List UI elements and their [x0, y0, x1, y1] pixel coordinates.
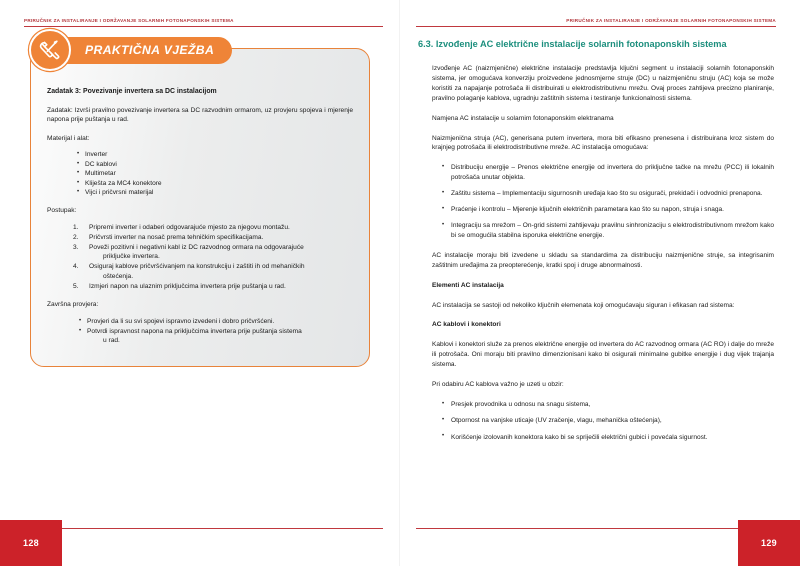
running-header-rule	[416, 26, 776, 27]
check-text-cont: u rad.	[103, 337, 120, 344]
practical-exercise-label: PRAKTIČNA VJEŽBA	[85, 43, 215, 57]
list-item: • Praćenje i kontrolu – Mjerenje ključnih električnih parametara kao što su napon, struja i snaga.	[442, 205, 774, 215]
elements-heading: Elementi AC instalacija	[432, 281, 504, 289]
list-item: • Korišćenje izolovanih konektora kako bi se spriječili električni gubici i povećala sigurnost.	[442, 433, 774, 443]
article-body	[416, 64, 784, 443]
list-item: • Multimetar	[47, 169, 353, 178]
list-item	[47, 282, 353, 292]
list-item: • Vijci i pričvrsni materijal	[47, 188, 353, 197]
footer-rule-right	[416, 528, 776, 529]
list-item: • Integraciju sa mrežom – On-grid sistemi zahtijevaju pravilnu sinhronizaciju s elektrodistributivnom mrežom kako bi se omogućila stabilna isporuka električne energije.	[442, 221, 774, 241]
final-check-label: Završna provjera:	[47, 301, 99, 309]
step-text-cont: priključke invertera.	[103, 253, 160, 261]
page-number-right: 129	[738, 520, 800, 566]
procedure-list	[47, 223, 353, 292]
elements-paragraph: AC instalacija se sastoji od nekoliko ključnih elemenata koji omogućavaju siguran i efikasan rad sistema:	[432, 301, 735, 309]
running-header-text: PRIRUČNIK ZA INSTALIRANJE I ODRŽAVANJE SOLARNIH FOTONAPONSKIH SISTEMA	[566, 18, 776, 23]
final-check-list	[47, 317, 353, 346]
list-item	[47, 233, 353, 243]
page-number-left: 128	[0, 520, 62, 566]
practical-exercise-card-wrapper	[30, 43, 370, 367]
running-header-right	[416, 17, 776, 31]
list-item	[47, 223, 353, 233]
list-item: • Otpornost na vanjske uticaje (UV zračenje, vlagu, mehanička oštećenja),	[442, 416, 774, 426]
materials-label: Materijal i alat:	[47, 134, 90, 142]
check-text: Provjeri da li su svi spojevi ispravno izvedeni i dobro pričvršćeni.	[87, 318, 275, 325]
purpose-bullet-list	[432, 163, 774, 240]
step-text: Pripremi inverter i odaberi odgovarajuće mjesto za njegovu montažu.	[89, 223, 290, 231]
materials-list	[47, 150, 353, 197]
cables-paragraph: Kablovi i konektori služe za prenos električne energije od invertera do AC razvodnog ormara (AC RO) i dalje do mreže ili potrošača. Oni moraju biti pravilno dimenzionisani kako bi osigurali minimalne gubitke energije i dug vijek trajanja sistema.	[432, 341, 774, 369]
tools-wrench-screwdriver-icon	[29, 29, 71, 71]
selection-paragraph: Pri odabiru AC kablova važno je uzeti u obzir:	[432, 381, 564, 389]
list-item: • Zaštitu sistema – Implementaciju sigurnosnih uređaja kao što su osigurači, prekidači i odvodnici prenapona.	[442, 189, 774, 199]
practical-exercise-banner	[29, 29, 232, 71]
task-title: Zadatak 3: Povezivanje invertera sa DC instalacijom	[47, 88, 217, 95]
standards-paragraph: AC instalacije moraju biti izvedene u skladu sa standardima za distribuciju naizmjenične struje, sa integrisanim zaštitnim uređajima za preopterećenje, kratki spoj i druge abnormalnosti.	[432, 251, 774, 269]
footer-rule-left	[24, 528, 383, 529]
running-header-rule	[24, 26, 383, 27]
intro-paragraph: Izvođenje AC (naizmjenične) električne instalacije predstavlja ključni segment u instalaciji solarnih fotonaponskih sistema, jer omogućava konverziju proizvedene jednosmjerne struje (DC) u naizmjeničnu struju (AC) koja se može koristiti za napajanje potrošača ili distribuirati u elektrodistributivnu mrežu. Ovaj proces zahtijeva precizno planiranje, pravilno polaganje kablova, ugradnju zaštitnih sistema i testiranje funkcionalnosti sistema.	[432, 65, 774, 102]
purpose-heading: Namjena AC instalacije u solarnim fotonaponskim elektranama	[432, 114, 614, 122]
step-text: Izmjeri napon na ulaznim priključcima invertera prije puštanja u rad.	[89, 282, 286, 290]
practical-exercise-banner-pill	[55, 37, 232, 64]
list-item: • Kliješta za MC4 konektore	[47, 179, 353, 188]
procedure-label: Postupak:	[47, 207, 77, 215]
right-page	[400, 0, 800, 566]
list-item	[47, 327, 353, 346]
list-item	[47, 243, 353, 262]
list-item	[47, 262, 353, 281]
step-text: Pričvrsti inverter na nosač prema tehničkim specifikacijama.	[89, 233, 264, 241]
selection-bullet-list	[432, 400, 774, 443]
article-content	[416, 38, 784, 453]
list-item: • Presjek provodnika u odnosu na snagu sistema,	[442, 400, 774, 410]
step-text: Poveži pozitivni i negativni kabl iz DC razvodnog ormara na odgovarajuće	[89, 243, 304, 251]
check-text: Potvrdi ispravnost napona na priključcima invertera prije puštanja sistema	[87, 327, 302, 335]
practical-exercise-card	[30, 43, 370, 367]
list-item: • Distribuciju energije – Prenos električne energije od invertera do priključne tačke na mrežu (PCC) ili lokalnih potrošača unutar objekta.	[442, 163, 774, 183]
list-item: • DC kablovi	[47, 160, 353, 169]
cables-heading: AC kablovi i konektori	[432, 321, 501, 329]
purpose-paragraph: Naizmjenična struja (AC), generisana putem invertera, mora biti efikasno prenesena i distribuirana kroz sistem do krajnjeg potrošača ili elektrodistributivne mreže. AC instalacija omogućava:	[432, 134, 774, 152]
step-text-cont: oštećenja.	[103, 272, 134, 280]
step-text: Osiguraj kablove pričvršćivanjem na konstrukciju i zaštiti ih od mehaničkih	[89, 263, 305, 271]
running-header-text: PRIRUČNIK ZA INSTALIRANJE I ODRŽAVANJE SOLARNIH FOTONAPONSKIH SISTEMA	[24, 18, 234, 23]
list-item	[47, 317, 353, 327]
task-paragraph: Zadatak: Izvrši pravilno povezivanje invertera sa DC razvodnim ormarom, uz provjeru spojeva i mjerenje napona prije puštanja u rad.	[47, 106, 353, 124]
list-item: • Inverter	[47, 150, 353, 159]
section-heading: 6.3. Izvođenje AC električne instalacije solarnih fotonaponskih sistema	[418, 39, 727, 49]
